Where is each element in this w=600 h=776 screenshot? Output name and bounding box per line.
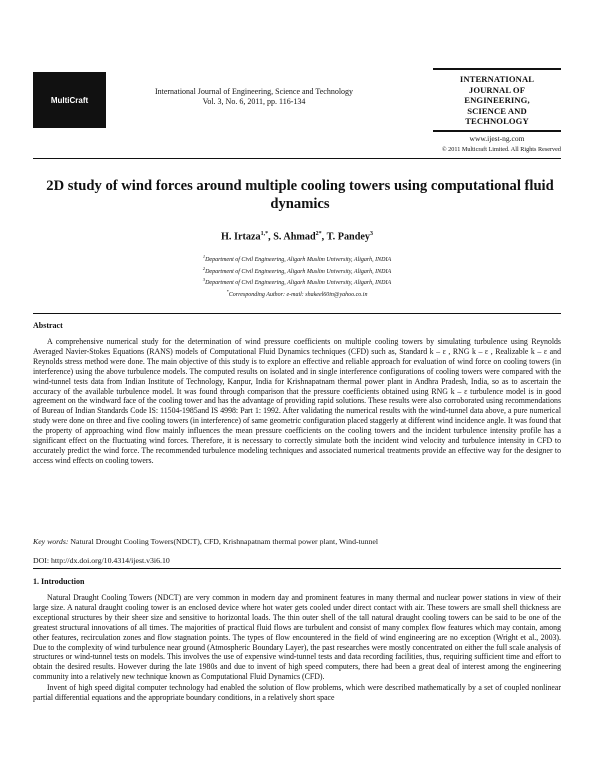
journal-name: International Journal of Engineering, Science and Technology: [154, 87, 354, 96]
logo-text: MultiCraft: [50, 95, 89, 105]
doi-divider: [33, 568, 561, 569]
author-superscript: 2*: [315, 231, 322, 237]
affiliation-marker: 3: [202, 277, 206, 283]
abstract-divider: [33, 313, 561, 314]
author-separator: ,: [268, 231, 274, 243]
author-list: [33, 231, 561, 242]
masthead-line: INTERNATIONAL: [459, 74, 535, 84]
abstract-text: A comprehensive numerical study for the determination of wind pressure coefficients on multiple cooling towers by simulating turbulence using Reynolds Averaged Navier-Stokes Equations (RANS) models of Computational Fluid Dynamics techniques (CFD) such as, Standard k – ε , RNG k – ε , Realizable k – ε and Reynolds stress method were done. The main objective of this study is to explore an effective and reliable approach for evaluation of wind force on cooling towers (in interference) using the above turbulence models. The computed results on isolated and in single interference configurations of cooling towers were compared with the wind-tunnel tests data from Indian Institute of Technology, Kanpur, India for Krishnapatnam thermal power plant in Andhra Pradesh, India, so as to ascertain the accuracy of the available turbulence model. It was found through comparison that the pressure coefficients obtained using RNG k – ε turbulence model is in good agreement on the windward face of the cooling tower and has the advantage of providing rapid solutions. These results were also corroborated using recommendations of Bureau of Indian Standards Code IS: 11504-1985and IS 4998: Part 1: 1992. After validating the numerical results with the wind-tunnel data above, a pure numerical study were done on three and five cooling towers (in interference) of same geometric configuration placed staggerly at different wind incidence angle. It was found that the property of approaching wind flow mainly influences the mean pressure coefficients on the cooling towers and the incident turbulence intensity profile has a significant effect on the fluctuating wind forces. Therefore, it is necessary to correctly simulate both the incident wind velocity and turbulence intensity in CFD to accurately predict the wind force. The recommended turbulence modeling techniques and associated numerical treatments provide an effective way for the designer to access wind effects on cooling towers.: [33, 337, 561, 465]
introduction-paragraph: Invent of high speed digital computer technology had enabled the solution of flow problems, which were described mathematically by a set of coupled nonlinear partial differential equations and the appropriate boundary conditions, in a relatively short space: [33, 683, 561, 703]
affiliation-item: [33, 265, 561, 277]
corresponding-author: Corresponding Author: e-mail: shakeel60in@yahoo.co.in: [228, 291, 368, 298]
abstract-heading: Abstract: [33, 321, 63, 330]
header-divider: [33, 158, 561, 159]
masthead-line: TECHNOLOGY: [465, 116, 529, 126]
journal-url[interactable]: www.ijest-ng.com: [469, 134, 525, 143]
introduction-heading: 1. Introduction: [33, 577, 85, 586]
copyright-notice: © 2011 Multicraft Limited. All Rights Reserved: [441, 146, 561, 153]
affiliation-marker: 1: [202, 254, 206, 259]
doi-link[interactable]: DOI: http://dx.doi.org/10.4314/ijest.v3i6.10: [33, 556, 170, 565]
paper-title: 2D study of wind forces around multiple cooling towers using computational fluid dynamics: [46, 178, 554, 212]
author-superscript: 1,*: [260, 231, 269, 237]
introduction-paragraph: Natural Draught Cooling Towers (NDCT) are very common in modern day and prominent features in many thermal and nuclear power stations in view of their large size. A natural draught cooling tower is an enclosed device where hot water gets cooled under direct contact with air. These towers are small shell thickness are exceptional structures by their sheer size and sensitive to horizontal loads. The thin outer shell of the tall natural draught cooling towers can be said to be one of the greatest structural innovations of all times. The majorities of practical fluid flows are turbulent and consist of many complex flow features which may contain, among other features, recirculation zones and flow stagnation points. The types of flow encountered in the field of wind engineering are no exception (Wright et al., 2003). Due to the complexity of wind turbulence near ground (Atmospheric Boundary Layer), the past researches were mostly concentrated on either the full scale analysis of structures or wind-tunnel tests on models. This involves the use of expensive wind-tunnel tests and data recording facilities, thus, requiring sufficient time and effort to obtain the desired results. However during the late 1980s and due to invent of high speed computers, there had been a great deal of interest among the engineering community into a relatively new technique known as Computational Fluid Dynamics (CFD).: [33, 593, 561, 682]
masthead-line: ENGINEERING,: [464, 95, 530, 105]
keywords-label: Key words:: [33, 537, 71, 546]
affiliation-marker: 2: [202, 265, 206, 271]
journal-masthead: [433, 68, 561, 132]
abstract-body: [33, 337, 561, 466]
masthead-line: SCIENCE AND: [467, 105, 527, 116]
affiliation-item: [33, 253, 561, 265]
author-separator: ,: [321, 231, 327, 243]
journal-volume: Vol. 3, No. 6, 2011, pp. 116-134: [202, 97, 306, 106]
keywords-text: Natural Drought Cooling Towers(NDCT), CFD, Krishnapatnam thermal power plant, Wind-tunnel: [70, 537, 379, 546]
journal-info: [108, 87, 400, 107]
author-name: S. Ahmad: [273, 231, 316, 243]
affiliation-list: [33, 253, 561, 299]
keywords-line: [33, 537, 561, 546]
masthead-line: JOURNAL OF: [468, 84, 526, 95]
author-name: H. Irtaza: [221, 231, 261, 243]
author-name: T. Pandey: [326, 231, 370, 243]
affiliation-item: [33, 276, 561, 288]
affiliation-marker: *: [226, 288, 229, 294]
affiliation-text: Department of Civil Engineering, Aligarh Muslim University, Aligarh, INDIA: [205, 257, 392, 263]
affiliation-text: Department of Civil Engineering, Aligarh Muslim University, Aligarh, INDIA: [205, 268, 392, 275]
introduction-body: [33, 593, 561, 703]
affiliation-text: Department of Civil Engineering, Aligarh Muslim University, Aligarh, INDIA: [205, 280, 392, 287]
publisher-logo: [33, 72, 106, 128]
affiliation-item: [33, 288, 561, 300]
author-superscript: 3: [370, 231, 373, 237]
